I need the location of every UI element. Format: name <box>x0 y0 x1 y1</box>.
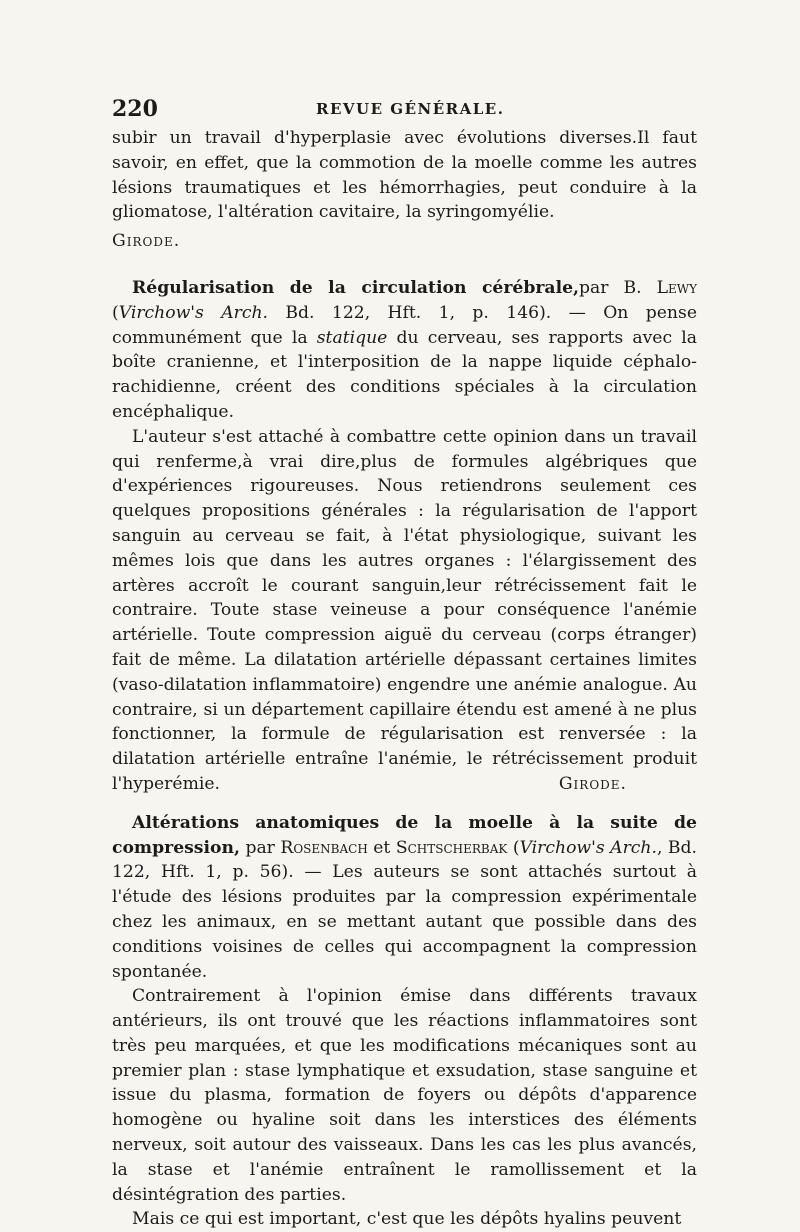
source-open: ( <box>112 302 119 323</box>
article-alterations-paragraph <box>112 811 697 985</box>
page-number: 220 <box>112 96 158 122</box>
emphasis-term: statique <box>316 327 388 348</box>
body-paragraph: Mais ce qui est important, c'est que les dépôts hyalins peuvent <box>132 1209 682 1230</box>
body-text <box>112 126 697 1232</box>
author-prefix: par B. <box>579 277 657 298</box>
page-header <box>112 96 692 124</box>
source-open: ( <box>507 837 520 858</box>
article-title: Altérations anatomiques de la moelle à la suite de compression, <box>112 812 697 858</box>
author-name: Schtscherbak <box>395 837 508 858</box>
author-name: Rosenbach <box>280 837 368 858</box>
continuation-paragraph: subir un travail d'hyperplasie avec évolutions diverses.Il faut savoir, en effet, que la commotion de la moelle comme les autres lésions traumatiques et les hémorrhagies, peut conduire à la gliomatose, l'altération cavitaire, la syringomyélie. <box>112 128 697 223</box>
running-title: REVUE GÉNÉRALE. <box>316 100 505 118</box>
body-paragraph <box>112 425 697 797</box>
article-text: du cerveau, ses rapports avec la boîte cranienne, et l'interposition de la nappe liquide céphalo-rachidienne, créent des conditions spéciales à la circulation encéphalique. <box>112 327 697 422</box>
article-title: Régularisation de la circulation cérébrale, <box>132 277 580 298</box>
body-paragraph: Contrairement à l'opinion émise dans différents travaux antérieurs, ils ont trouvé que les réactions inflammatoires sont très peu marquées, et que les modifications mécaniques sont au premier plan : stase lymphatique et exsudation, stase sanguine et issue du plasma, formation de foyers ou dépôts d'apparence homogène ou hyaline soit dans les interstices des éléments nerveux, soit autour des vaisseaux. Dans les cas les plus avancés, la stase et l'anémie entraînent le ramollissement et la désintégration des parties. <box>112 986 697 1205</box>
journal-name: Virchow's Arch. <box>519 837 657 858</box>
signature: Girode. <box>112 231 181 252</box>
citation-text: Bd. 122, Hft. 1, p. 146). — On pense communément que la <box>112 302 697 348</box>
author-name: Lewy <box>656 277 697 298</box>
citation-text: , Bd. 122, Hft. 1, p. 56). — Les auteurs se sont attachés surtout à l'étude des lésions produites par la compression expérimentale chez les animaux, en se mettant autant que possible dans des conditions voisines de celles qui accompagnent la compression spontanée. <box>112 837 697 982</box>
article-regularisation-paragraph <box>112 276 697 425</box>
par-text: par <box>245 837 281 858</box>
signature: Girode. <box>558 773 627 794</box>
et-text: et <box>367 837 396 858</box>
paragraph-text: L'auteur s'est attaché à combattre cette opinion dans un travail qui renferme,à vrai dire,plus de formules algébriques que d'expériences rigoureuses. Nous retiendrons seulement ces quelques propositions générales : la régularisation de l'apport sanguin au cerveau se fait, à l'état physiologique, suivant les mêmes lois que dans les autres organes : l'élargissement des artères accroît le courant sanguin,leur rétrécissement fait le contraire. Toute stase veineuse a pour conséquence l'anémie artérielle. Toute compression aiguë du cerveau (corps étranger) fait de même. La dilatation artérielle dépassant certaines limites (vaso-dilatation inflammatoire) engendre une anémie analogue. Au contraire, si un département capillaire étendu est amené à ne plus fonctionner, la formule de régularisation est renversée : la dilatation artérielle entraîne l'anémie, le rétrécissement produit l'hyperémie. <box>112 426 697 794</box>
journal-name: Virchow's Arch. <box>118 302 269 323</box>
